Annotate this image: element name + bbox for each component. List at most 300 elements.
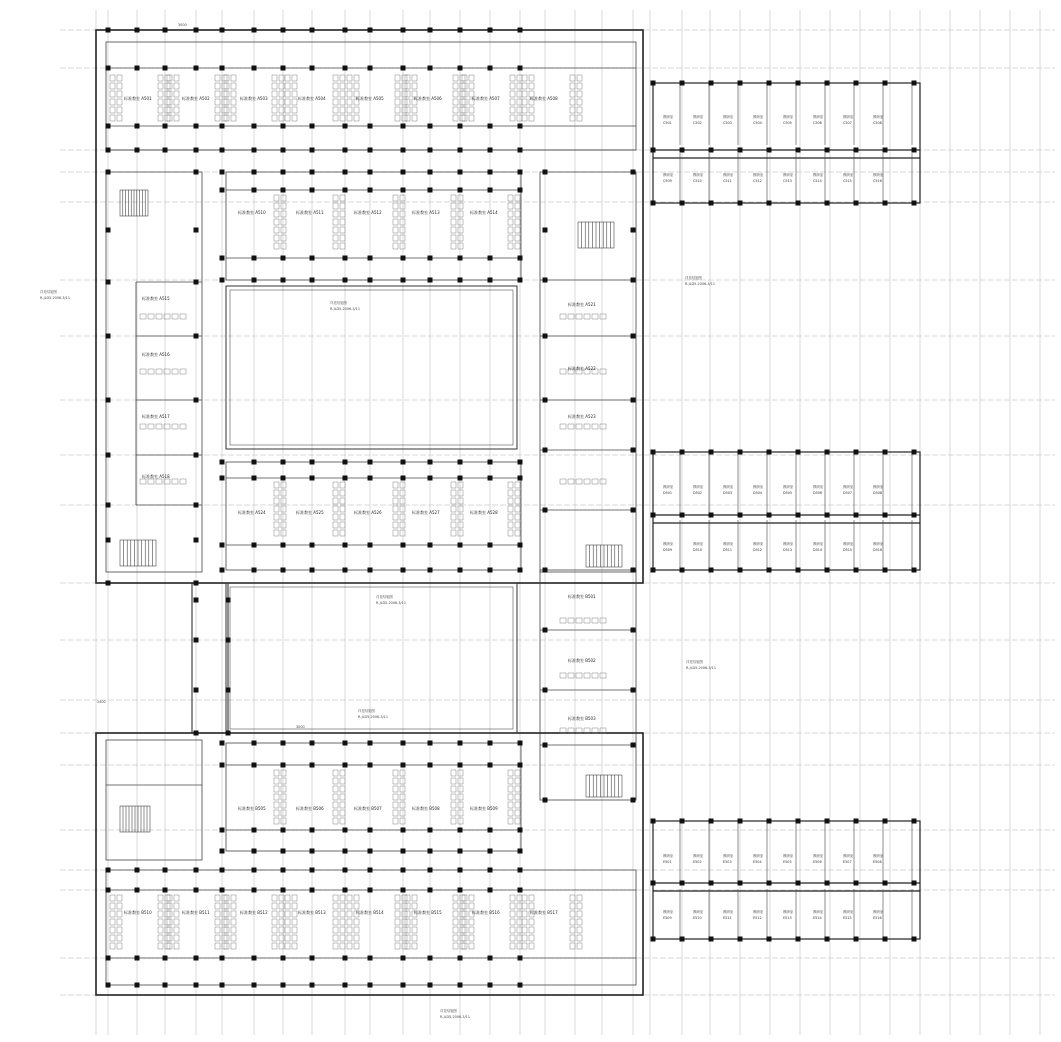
column xyxy=(220,568,225,573)
desk xyxy=(333,919,338,925)
column xyxy=(428,170,433,175)
column xyxy=(368,460,373,465)
column xyxy=(518,476,523,481)
column xyxy=(368,124,373,129)
column xyxy=(854,148,859,153)
desk xyxy=(222,935,227,941)
desk xyxy=(458,818,463,824)
room-label-a508: 标准教室 A508 xyxy=(530,96,558,101)
desk xyxy=(110,91,115,97)
desk xyxy=(529,75,534,81)
desk xyxy=(292,99,297,105)
column xyxy=(428,66,433,71)
desk xyxy=(522,935,527,941)
slab-note-7: 详见结施图 xyxy=(440,1009,457,1013)
desk xyxy=(174,91,179,97)
column xyxy=(310,460,315,465)
column xyxy=(106,228,111,233)
column xyxy=(343,148,348,153)
desk xyxy=(272,99,277,105)
desk xyxy=(174,83,179,89)
column xyxy=(135,983,140,988)
desk xyxy=(517,935,522,941)
column xyxy=(401,188,406,193)
desk xyxy=(577,895,582,901)
desk xyxy=(172,479,178,484)
column xyxy=(518,956,523,961)
annex-room-label-e509: E509 xyxy=(663,916,672,920)
desk xyxy=(600,424,606,429)
column xyxy=(368,828,373,833)
desk xyxy=(400,203,405,209)
desk xyxy=(515,522,520,528)
column xyxy=(428,188,433,193)
desk xyxy=(453,83,458,89)
column xyxy=(825,201,830,206)
column xyxy=(343,188,348,193)
desk xyxy=(510,919,515,925)
desk xyxy=(215,83,220,89)
desk xyxy=(570,83,575,89)
column xyxy=(368,148,373,153)
desk xyxy=(333,115,338,121)
column xyxy=(488,568,493,573)
room-label-a528: 标准教室 A528 xyxy=(470,510,498,515)
desk xyxy=(577,919,582,925)
column xyxy=(343,888,348,893)
desk xyxy=(215,75,220,81)
desk xyxy=(292,83,297,89)
column xyxy=(163,956,168,961)
desk xyxy=(340,786,345,792)
column xyxy=(343,124,348,129)
column xyxy=(220,741,225,746)
desk xyxy=(570,903,575,909)
column xyxy=(883,881,888,886)
desk xyxy=(600,673,606,678)
column xyxy=(343,278,348,283)
column xyxy=(458,148,463,153)
desk xyxy=(347,943,352,949)
column xyxy=(709,201,714,206)
desk xyxy=(451,195,456,201)
desk xyxy=(517,115,522,121)
column xyxy=(252,66,257,71)
desk xyxy=(333,895,338,901)
column xyxy=(543,798,548,803)
desk xyxy=(215,115,220,121)
structural-columns xyxy=(106,28,917,988)
desk xyxy=(405,895,410,901)
desk xyxy=(117,107,122,113)
desk xyxy=(576,314,582,319)
annex-room-label-e505: E505 xyxy=(783,860,792,864)
column xyxy=(825,937,830,942)
desk xyxy=(395,91,400,97)
desk xyxy=(165,903,170,909)
annex-room-type: 教研室 xyxy=(813,910,824,914)
column xyxy=(428,568,433,573)
column xyxy=(194,280,199,285)
desk xyxy=(395,919,400,925)
desk xyxy=(292,935,297,941)
desk xyxy=(458,498,463,504)
desk xyxy=(158,115,163,121)
desk xyxy=(333,482,338,488)
annex-room-label-c512: C512 xyxy=(753,179,762,183)
desk xyxy=(347,919,352,925)
annex-room-type: 教研室 xyxy=(873,542,884,546)
desk xyxy=(281,778,286,784)
desk xyxy=(272,83,277,89)
desk xyxy=(460,895,465,901)
desk xyxy=(510,83,515,89)
annex-room-label-d515: D515 xyxy=(843,548,853,552)
desk xyxy=(340,778,345,784)
desk xyxy=(400,482,405,488)
desk xyxy=(224,895,229,901)
desk xyxy=(400,195,405,201)
desk xyxy=(231,927,236,933)
column xyxy=(428,124,433,129)
column xyxy=(796,81,801,86)
desk xyxy=(158,99,163,105)
desk xyxy=(517,919,522,925)
desk xyxy=(274,490,279,496)
column xyxy=(488,476,493,481)
annex-outlines xyxy=(653,83,920,939)
column xyxy=(106,983,111,988)
desk xyxy=(570,99,575,105)
column xyxy=(458,256,463,261)
column xyxy=(220,188,225,193)
desk xyxy=(274,818,279,824)
column xyxy=(488,888,493,893)
desk xyxy=(215,91,220,97)
column xyxy=(709,819,714,824)
desk xyxy=(405,903,410,909)
column xyxy=(310,868,315,873)
desk xyxy=(340,227,345,233)
desk xyxy=(451,498,456,504)
desk xyxy=(281,794,286,800)
column xyxy=(163,66,168,71)
desk xyxy=(584,314,590,319)
desk xyxy=(451,211,456,217)
desk xyxy=(458,506,463,512)
column xyxy=(738,568,743,573)
annex-room-type: 教研室 xyxy=(663,910,674,914)
desk xyxy=(510,895,515,901)
column xyxy=(883,937,888,942)
column xyxy=(631,448,636,453)
annex-room-label-c504: C504 xyxy=(753,121,762,125)
column xyxy=(135,868,140,873)
desk xyxy=(281,203,286,209)
desk xyxy=(333,778,338,784)
column xyxy=(543,170,548,175)
desk xyxy=(400,770,405,776)
annex-room-type: 教研室 xyxy=(783,542,794,546)
desk xyxy=(274,786,279,792)
column xyxy=(368,868,373,873)
desk xyxy=(400,490,405,496)
annex-room-label-d511: D511 xyxy=(723,548,733,552)
slab-note-3: 详见结施图 xyxy=(358,709,375,713)
annex-room-label-d507: D507 xyxy=(843,491,853,495)
column xyxy=(343,170,348,175)
column xyxy=(543,448,548,453)
desk xyxy=(281,530,286,536)
desk xyxy=(400,530,405,536)
desk xyxy=(231,115,236,121)
column xyxy=(368,28,373,33)
annex-room-label-c509: C509 xyxy=(663,179,672,183)
column xyxy=(106,956,111,961)
desk xyxy=(412,927,417,933)
desk xyxy=(340,107,345,113)
column xyxy=(226,638,231,643)
desk xyxy=(274,219,279,225)
column xyxy=(281,849,286,854)
desk xyxy=(451,203,456,209)
column xyxy=(194,888,199,893)
desk xyxy=(167,75,172,81)
desk xyxy=(395,943,400,949)
column xyxy=(458,888,463,893)
column xyxy=(854,513,859,518)
desk xyxy=(292,903,297,909)
column xyxy=(135,28,140,33)
column xyxy=(252,568,257,573)
annex-room-type: 教研室 xyxy=(663,173,674,177)
desk xyxy=(174,935,179,941)
desk xyxy=(400,211,405,217)
column xyxy=(488,256,493,261)
desk xyxy=(451,778,456,784)
desk xyxy=(274,506,279,512)
room-label-b507: 标准教室 B507 xyxy=(354,806,382,811)
column xyxy=(401,543,406,548)
desk xyxy=(460,99,465,105)
desk xyxy=(508,227,513,233)
column xyxy=(854,881,859,886)
desk xyxy=(347,75,352,81)
desk xyxy=(281,818,286,824)
desk xyxy=(400,818,405,824)
room-label-a521: 标准教室 A521 xyxy=(568,302,596,307)
desk xyxy=(576,479,582,484)
desk xyxy=(460,935,465,941)
desk xyxy=(333,786,338,792)
desk xyxy=(174,107,179,113)
desk xyxy=(584,424,590,429)
desk xyxy=(224,943,229,949)
column xyxy=(883,568,888,573)
column xyxy=(631,798,636,803)
column xyxy=(543,743,548,748)
desk xyxy=(529,935,534,941)
desk xyxy=(148,369,154,374)
desk xyxy=(333,794,338,800)
desk xyxy=(333,770,338,776)
column xyxy=(252,956,257,961)
desk xyxy=(529,115,534,121)
annex-room-label-d516: D516 xyxy=(873,548,883,552)
desk xyxy=(451,243,456,249)
desk xyxy=(224,911,229,917)
column xyxy=(310,124,315,129)
column xyxy=(518,543,523,548)
column xyxy=(343,256,348,261)
column xyxy=(343,66,348,71)
desk xyxy=(354,895,359,901)
desk xyxy=(174,115,179,121)
desk xyxy=(224,99,229,105)
desk xyxy=(354,943,359,949)
desk xyxy=(458,530,463,536)
column xyxy=(226,688,231,693)
column xyxy=(767,81,772,86)
desk xyxy=(285,895,290,901)
desk xyxy=(515,203,520,209)
desk xyxy=(281,802,286,808)
desk xyxy=(333,911,338,917)
desk xyxy=(274,195,279,201)
desk xyxy=(222,927,227,933)
column xyxy=(518,888,523,893)
annex-room-label-d513: D513 xyxy=(783,548,793,552)
desk xyxy=(222,903,227,909)
desk xyxy=(158,903,163,909)
desk xyxy=(340,219,345,225)
column xyxy=(796,937,801,942)
desk xyxy=(529,919,534,925)
desk xyxy=(508,778,513,784)
column xyxy=(310,188,315,193)
desk xyxy=(281,227,286,233)
column xyxy=(854,568,859,573)
column xyxy=(680,881,685,886)
desk xyxy=(560,369,566,374)
room-label-b513: 标准教室 B513 xyxy=(298,910,326,915)
desk xyxy=(272,935,277,941)
desk xyxy=(560,618,566,623)
column xyxy=(738,201,743,206)
annex-room-label-c514: C514 xyxy=(813,179,822,183)
column xyxy=(709,148,714,153)
desk xyxy=(508,810,513,816)
desk xyxy=(224,75,229,81)
desk xyxy=(451,818,456,824)
annex-room-type: 教研室 xyxy=(723,485,734,489)
desk xyxy=(215,935,220,941)
desk xyxy=(592,618,598,623)
column xyxy=(488,278,493,283)
column xyxy=(428,763,433,768)
column xyxy=(651,937,656,942)
desk xyxy=(340,895,345,901)
column xyxy=(343,849,348,854)
desk xyxy=(215,895,220,901)
desk xyxy=(469,115,474,121)
desk xyxy=(515,482,520,488)
desk xyxy=(165,107,170,113)
column xyxy=(912,81,917,86)
desk xyxy=(274,203,279,209)
column xyxy=(343,983,348,988)
desk xyxy=(222,943,227,949)
desk xyxy=(451,794,456,800)
column xyxy=(458,983,463,988)
desk xyxy=(285,927,290,933)
column xyxy=(220,476,225,481)
desk xyxy=(110,903,115,909)
desk xyxy=(272,927,277,933)
desk xyxy=(274,522,279,528)
desk xyxy=(451,770,456,776)
column xyxy=(428,28,433,33)
column xyxy=(252,188,257,193)
desk xyxy=(340,482,345,488)
desk xyxy=(529,943,534,949)
room-label-b516: 标准教室 B516 xyxy=(472,910,500,915)
desk xyxy=(281,498,286,504)
column xyxy=(281,28,286,33)
desk xyxy=(570,91,575,97)
desk xyxy=(453,927,458,933)
annex-room-type: 教研室 xyxy=(663,115,674,119)
desk xyxy=(272,107,277,113)
column xyxy=(252,124,257,129)
column xyxy=(163,148,168,153)
column xyxy=(163,124,168,129)
desk xyxy=(224,107,229,113)
column xyxy=(651,450,656,455)
column xyxy=(458,868,463,873)
column xyxy=(543,228,548,233)
column xyxy=(912,881,917,886)
desk xyxy=(395,895,400,901)
desk xyxy=(529,895,534,901)
column xyxy=(680,819,685,824)
desk xyxy=(167,943,172,949)
desk xyxy=(158,911,163,917)
desk xyxy=(462,919,467,925)
desk xyxy=(393,203,398,209)
desk xyxy=(522,83,527,89)
desk xyxy=(340,506,345,512)
column xyxy=(368,956,373,961)
desk xyxy=(400,219,405,225)
desk xyxy=(453,75,458,81)
column xyxy=(458,28,463,33)
desk xyxy=(148,314,154,319)
desk xyxy=(508,514,513,520)
desk xyxy=(469,927,474,933)
column xyxy=(310,983,315,988)
desk xyxy=(231,895,236,901)
column xyxy=(428,956,433,961)
desk xyxy=(281,522,286,528)
desk xyxy=(231,919,236,925)
desk xyxy=(508,802,513,808)
desk xyxy=(281,770,286,776)
column xyxy=(631,170,636,175)
annex-room-type: 教研室 xyxy=(843,485,854,489)
desk xyxy=(458,227,463,233)
desk xyxy=(515,506,520,512)
